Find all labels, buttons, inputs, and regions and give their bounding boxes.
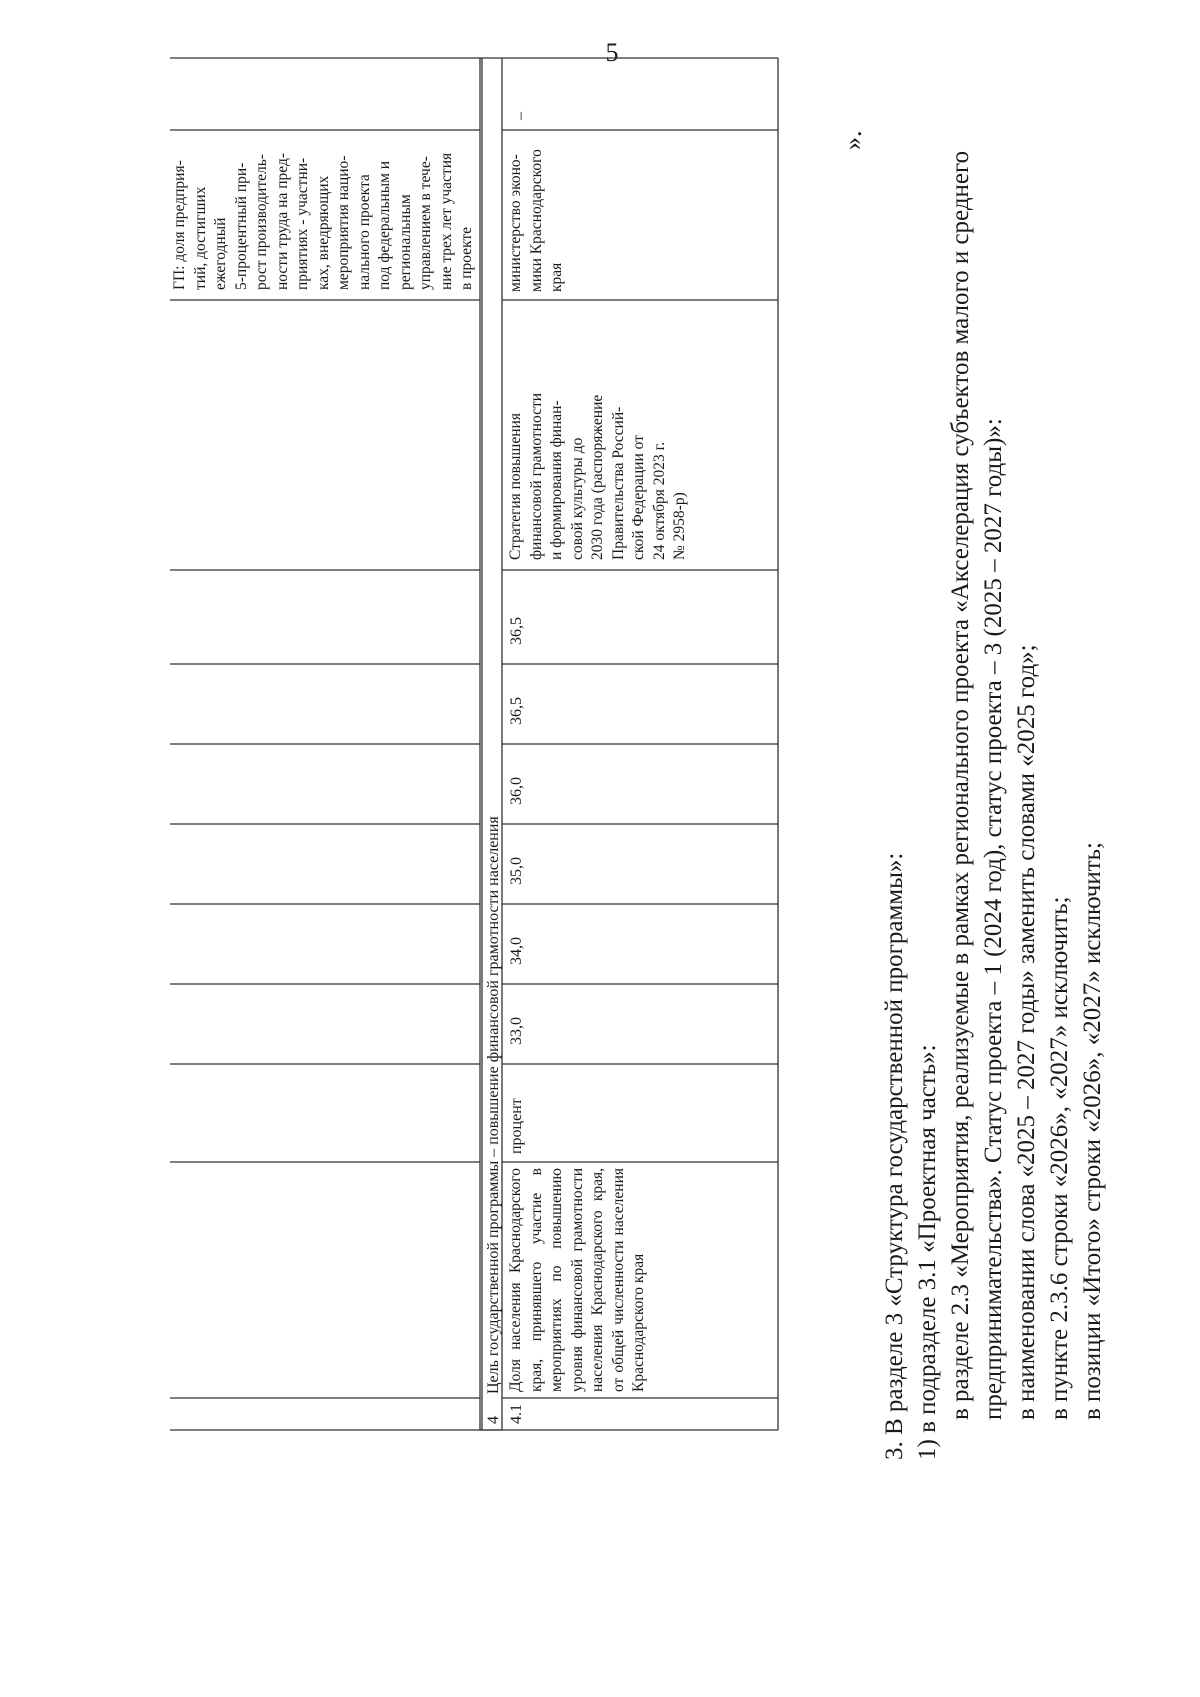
continued-cell-text: ГП: доля предприя- тий, достигших ежегодный 5-процентный при- рост производитель- ности труда на пред- приятиях - участни- ках, внедряющих мероприятия нацио- нального проекта под федеральным и региональным управлением в тече- ние трех лет участия в проекте: [171, 152, 475, 290]
value-5: 36,5: [508, 697, 525, 725]
paragraph-item236: в пункте 2.3.6 строки «2026», «2027» исключить;: [1046, 896, 1073, 1420]
indicator-name: Доля населения Краснодарского края, принявшего участие в мероприятиях по повышению уровня финансовой грамотности населения Краснодарского края, от общей численности населения Краснодарского края: [507, 1168, 647, 1392]
value-3: 35,0: [508, 857, 525, 885]
value-6: 36,5: [508, 617, 525, 645]
paragraph-section3: 3. В разделе 3 «Структура государственной программы»:: [881, 852, 908, 1460]
value-2: 34,0: [508, 937, 525, 965]
section-index: 4: [485, 1416, 502, 1424]
section-title: Цель государственной программы – повышение финансовой грамотности населения: [485, 816, 502, 1394]
paragraph-section23: в разделе 2.3 «Мероприятия, реализуемые в рамках регионального проекта «Акселерация субъектов малого и среднего предпринимательства». Статус проекта – 1 (2024 год), статус проекта – 3 (2025 – 2027 годы)»:: [947, 150, 1007, 1420]
row-index: 4.1: [508, 1404, 525, 1424]
amendment-text: [878, 120, 1109, 1500]
paragraph-rename: в наименовании слова «2025 – 2027 годы» заменить словами «2025 год»;: [1013, 644, 1040, 1420]
value-4: 36,0: [508, 777, 525, 805]
paragraph-total: в позиции «Итого» строки «2026», «2027» исключить;: [1079, 841, 1106, 1420]
page-number: 5: [605, 38, 619, 67]
basis-document: Стратегия повышения финансовой грамотности и формирования финан- совой культуры до 2030 года (распоряжение Правительства Россий- ской Федерации от 24 октября 2023 г. № 2958-р): [507, 392, 688, 560]
closing-quote: ».: [838, 130, 867, 150]
responsible-executor: министерство эконо- мики Краснодарского края: [507, 149, 565, 292]
paragraph-subsection31: 1) в подразделе 3.1 «Проектная часть»:: [914, 1044, 941, 1460]
rotated-landscape-content: [0, 40, 1106, 1640]
last-column-dash: –: [512, 112, 529, 120]
indicator-unit: процент: [508, 1098, 525, 1154]
value-1: 33,0: [508, 1017, 525, 1045]
